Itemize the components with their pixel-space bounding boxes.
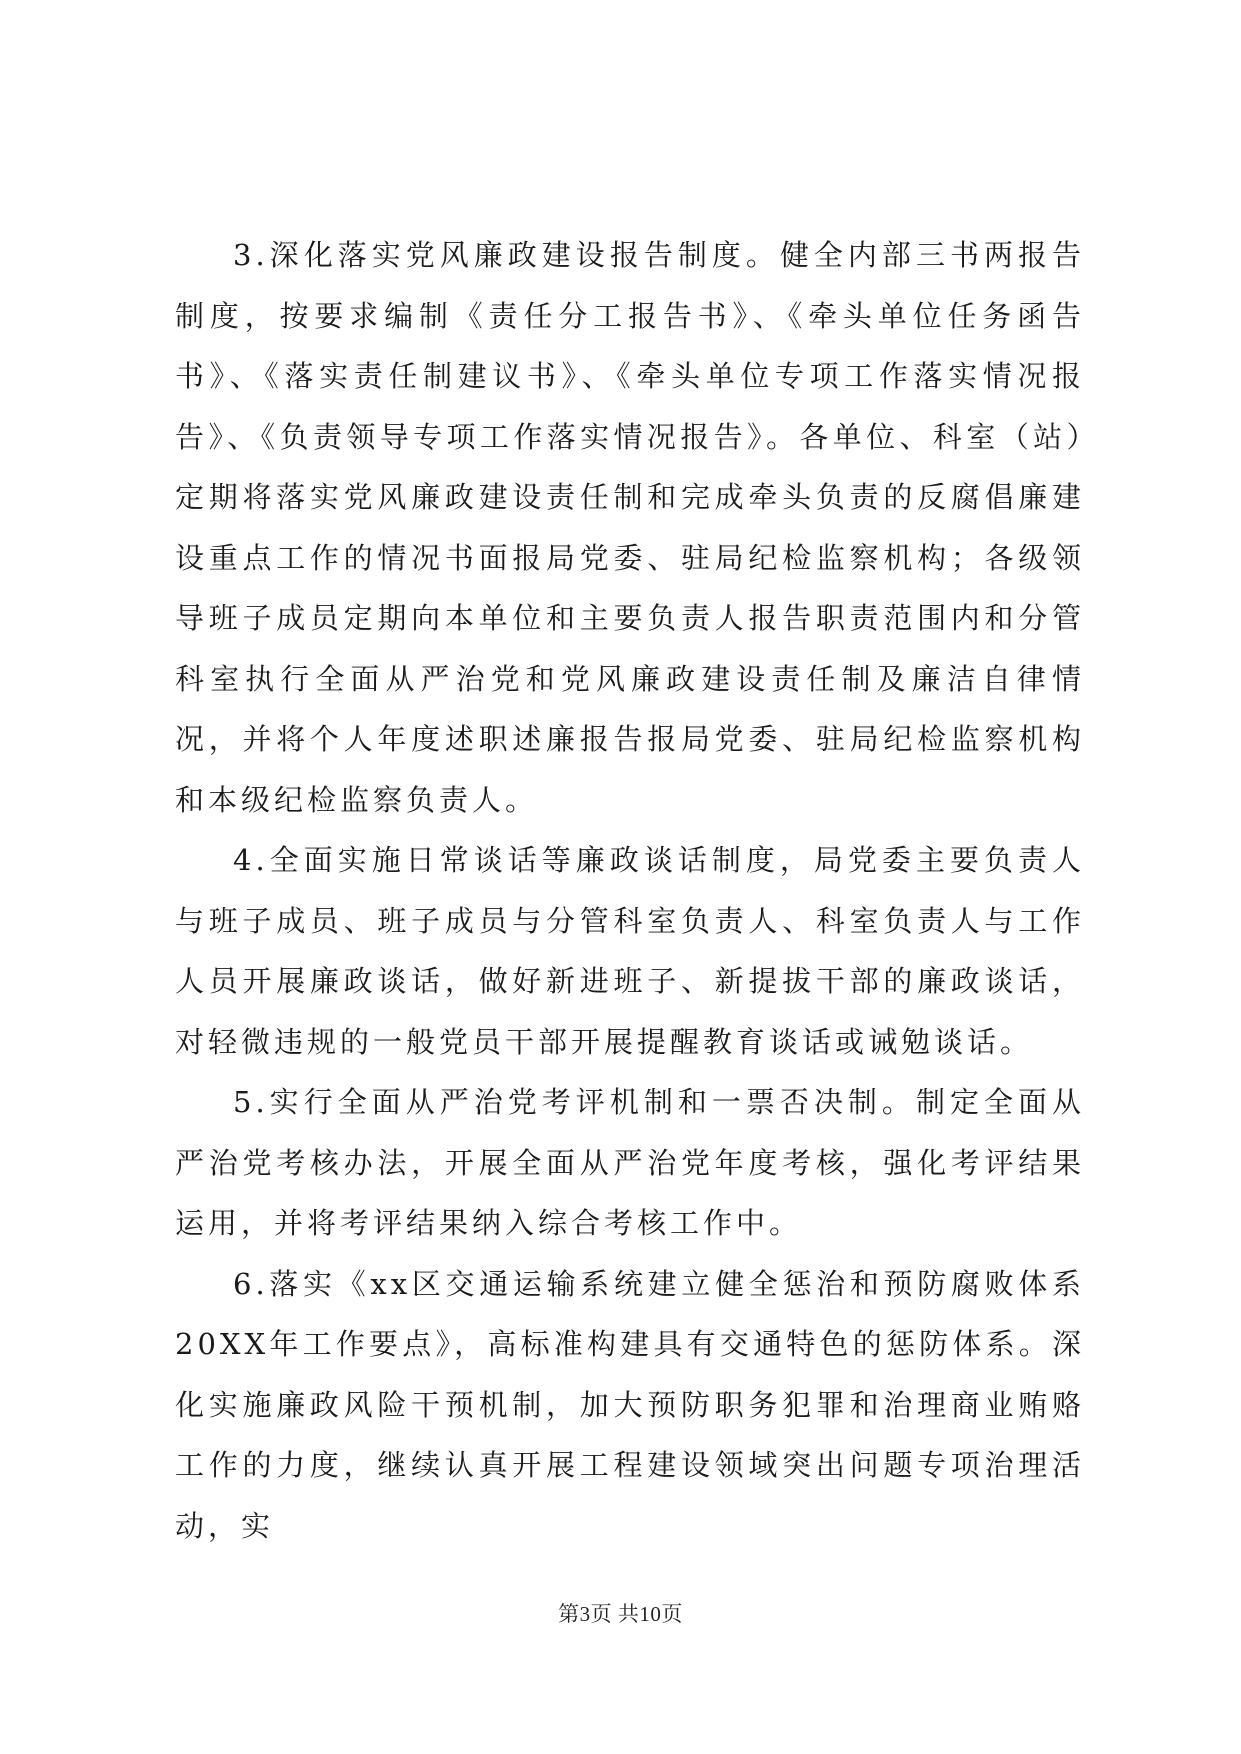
paragraph-5-evaluation-mechanism: 5.实行全面从严治党考评机制和一票否决制。制定全面从严治党考核办法，开展全面从严治党年度考核，强化考评结果运用，并将考评结果纳入综合考核工作中。 (175, 1085, 1085, 1240)
paragraph-3-report-system: 3.深化落实党风廉政建设报告制度。健全内部三书两报告制度，按要求编制《责任分工报告书》、《牵头单位任务函告书》、《落实责任制建议书》、《牵头单位专项工作落实情况报告》、《负责领导专项工作落实情况报告》。各单位、科室（站）定期将落实党风廉政建设责任制和完成牵头负责的反腐倡廉建设重点工作的情况书面报局党委、驻局纪检监察机构；各级领导班子成员定期向本单位和主要负责人报告职责范围内和分管科室执行全面从严治党和党风廉政建设责任制及廉洁自律情况，并将个人年度述职述廉报告报局党委、驻局纪检监察机构和本级纪检监察负责人。 (175, 238, 1085, 817)
paragraph-6-prevention-system: 6.落实《xx区交通运输系统建立健全惩治和预防腐败体系20XX年工作要点》，高标准构建具有交通特色的惩防体系。深化实施廉政风险干预机制，加大预防职务犯罪和治理商业贿赂工作的力度，继续认真开展工程建设领域突出问题专项治理活动，实 (175, 1266, 1085, 1543)
document-body (175, 225, 1085, 1556)
paragraph-4-integrity-talks: 4.全面实施日常谈话等廉政谈话制度，局党委主要负责人与班子成员、班子成员与分管科室负责人、科室负责人与工作人员开展廉政谈话，做好新进班子、新提拔干部的廉政谈话，对轻微违规的一般党员干部开展提醒教育谈话或诫勉谈话。 (175, 843, 1085, 1059)
page-footer: 第3页 共10页 (558, 1602, 683, 1626)
